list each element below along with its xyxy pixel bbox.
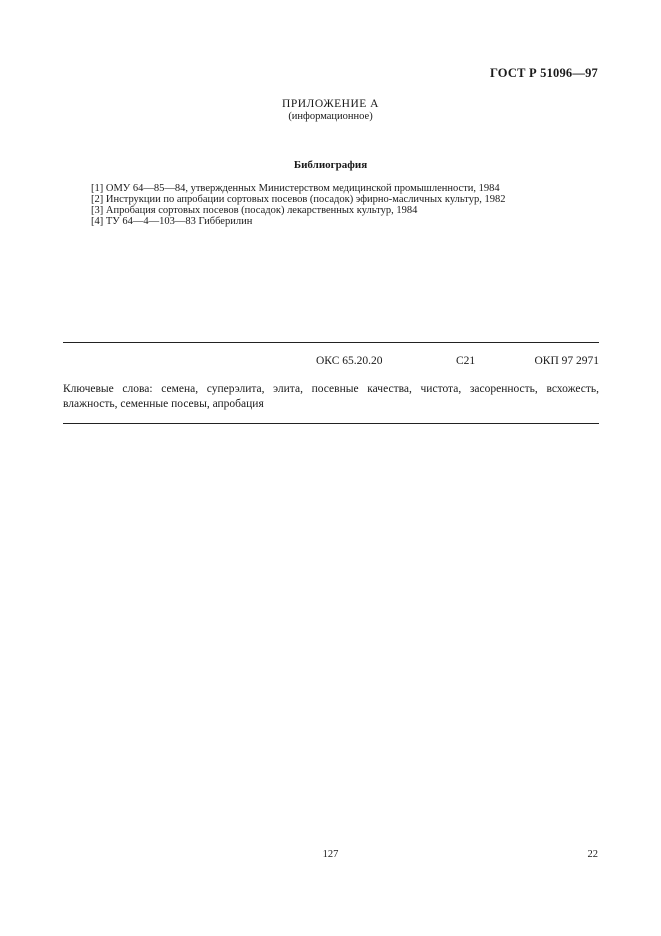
oks-code: ОКС 65.20.20 bbox=[316, 355, 383, 367]
keywords-paragraph: Ключевые слова: семена, суперэлита, элита, посевные качества, чистота, засоренность, всхожесть, влажность, семенные посевы, апробация bbox=[63, 383, 599, 410]
okp-code: ОКП 97 2971 bbox=[534, 355, 599, 367]
bibliography-list bbox=[91, 183, 505, 227]
c-code: С21 bbox=[456, 355, 476, 367]
page-number-right: 22 bbox=[587, 849, 598, 860]
appendix-subtitle: (информационное) bbox=[288, 111, 373, 122]
bibliography-item: [1] ОМУ 64—85—84, утвержденных Министерством медицинской промышленности, 1984 bbox=[91, 183, 500, 194]
appendix-title: ПРИЛОЖЕНИЕ А bbox=[282, 98, 379, 110]
divider-top bbox=[63, 342, 599, 343]
bibliography-item: [4] ТУ 64—4—103—83 Гибберилин bbox=[91, 216, 253, 227]
bibliography-heading: Библиография bbox=[293, 159, 368, 171]
document-code: ГОСТ Р 51096—97 bbox=[489, 66, 598, 80]
divider-bottom bbox=[63, 423, 599, 424]
bibliography-item: [3] Апробация сортовых посевов (посадок) лекарственных культур, 1984 bbox=[91, 205, 418, 216]
bibliography-item: [2] Инструкции по апробации сортовых посевов (посадок) эфирно-масличных культур, 1982 bbox=[91, 194, 506, 205]
page-number-center: 127 bbox=[322, 849, 339, 860]
